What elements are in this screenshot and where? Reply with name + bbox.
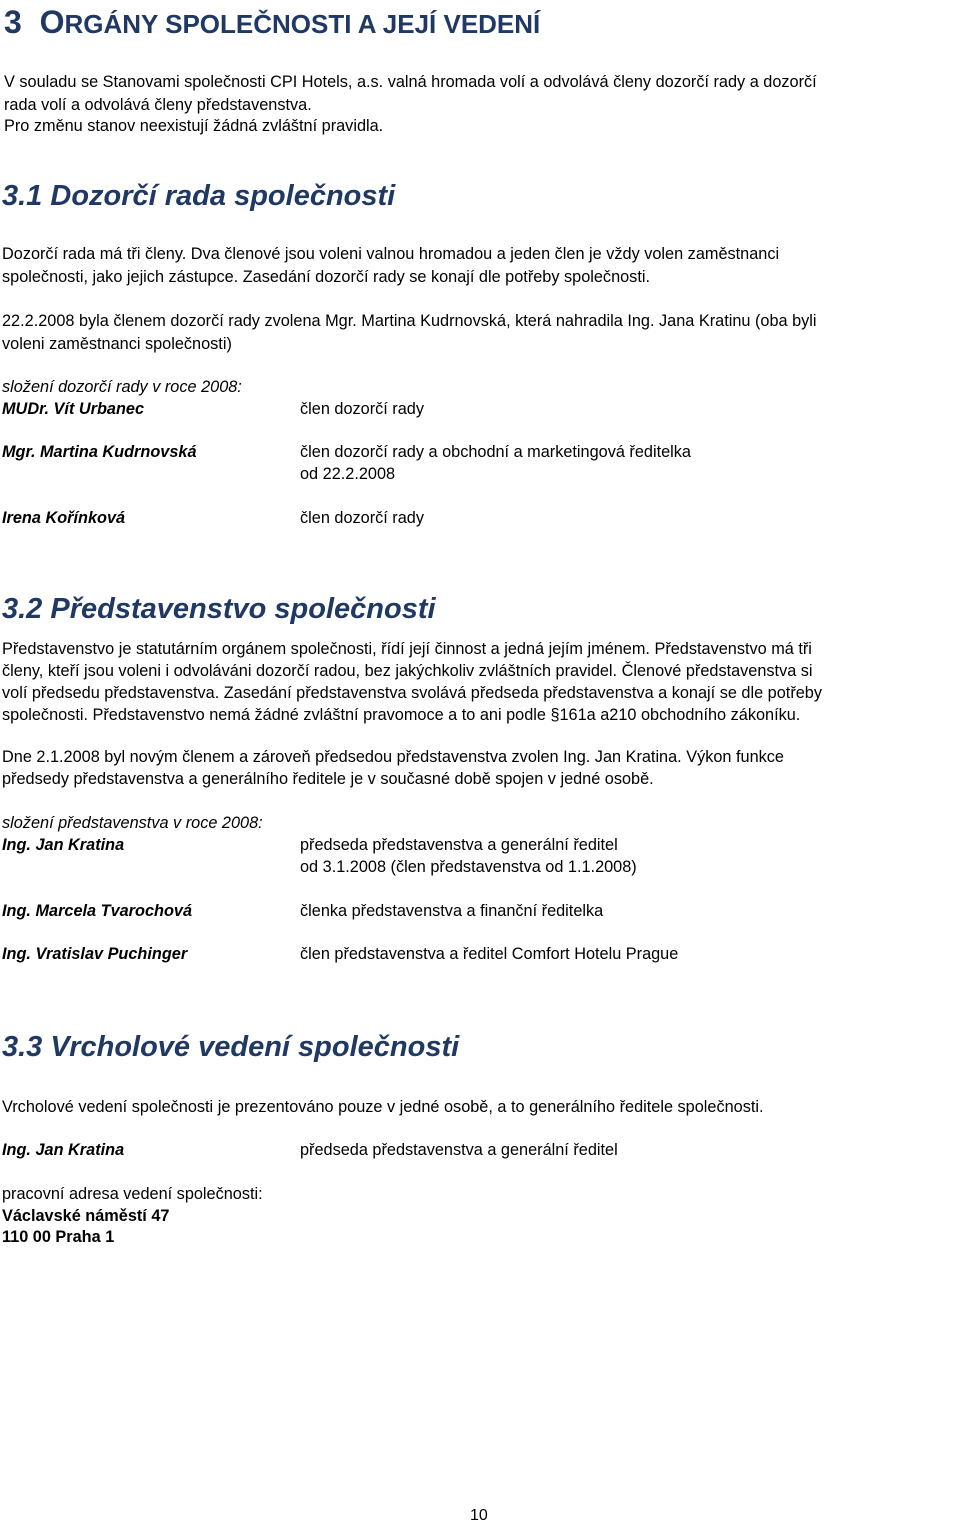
section-3-2-para2-line: Dne 2.1.2008 byl novým členem a zároveň předsedou představenstva zvolen Ing. Jan Kratina. Výkon funkce xyxy=(2,748,784,766)
page-number: 10 xyxy=(470,1507,488,1524)
supervisory-member-name: MUDr. Vít Urbanec xyxy=(2,400,145,418)
section-3-1-heading: 3.1 Dozorčí rada společnosti xyxy=(2,180,396,212)
supervisory-member-role: člen dozorčí rady a obchodní a marketingová ředitelka xyxy=(300,443,691,461)
intro-line-2: rada volí a odvolává členy představenstva. xyxy=(4,96,312,114)
section-3-1-para1-line1: Dozorčí rada má tři členy. Dva členové jsou voleni valnou hromadou a jeden člen je vždy volen zaměstnanci xyxy=(2,245,780,263)
supervisory-member-role-detail: od 22.2.2008 xyxy=(300,465,396,483)
section-3-1-para2-line1: 22.2.2008 byla členem dozorčí rady zvolena Mgr. Martina Kudrnovská, která nahradila Ing. Jana Kratinu (oba byli xyxy=(2,312,817,330)
intro-line-1: V souladu se Stanovami společnosti CPI Hotels, a.s. valná hromada volí a odvolává členy dozorčí rady a dozorčí xyxy=(4,73,817,91)
supervisory-member-name: Mgr. Martina Kudrnovská xyxy=(2,443,197,461)
board-member-name: Ing. Marcela Tvarochová xyxy=(2,902,193,920)
supervisory-member-name: Irena Kořínková xyxy=(2,509,126,527)
section-3-2-para2-line: předsedy představenstva a generálního ředitele je v současné době spojen v jedné osobě. xyxy=(2,770,654,788)
board-member-role-detail: od 3.1.2008 (člen představenstva od 1.1.2008) xyxy=(300,858,637,876)
intro-line-3: Pro změnu stanov neexistují žádná zvláštní pravidla. xyxy=(4,117,384,135)
chapter-heading xyxy=(4,4,540,41)
supervisory-member-role: člen dozorčí rady xyxy=(300,400,424,418)
chapter-title-first: O xyxy=(39,4,65,40)
board-member-role: člen představenstva a ředitel Comfort Hotelu Prague xyxy=(300,945,679,963)
board-member-role: členka představenstva a finanční ředitelka xyxy=(300,902,604,920)
address-line-2: 110 00 Praha 1 xyxy=(2,1228,115,1246)
chapter-title-rest: RGÁNY SPOLEČNOSTI A JEJÍ VEDENÍ xyxy=(64,9,541,39)
section-3-3-para: Vrcholové vedení společnosti je prezentováno pouze v jedné osobě, a to generálního ředitele společnosti. xyxy=(2,1098,764,1116)
section-3-3-heading: 3.3 Vrcholové vedení společnosti xyxy=(2,1031,460,1063)
executive-name: Ing. Jan Kratina xyxy=(2,1141,125,1159)
address-line-1: Václavské náměstí 47 xyxy=(2,1207,170,1225)
executive-role: předseda představenstva a generální ředitel xyxy=(300,1141,618,1159)
section-3-2-heading: 3.2 Představenstvo společnosti xyxy=(2,593,436,625)
section-3-2-para1-line: volí předsedu představenstva. Zasedání představenstva svolává předseda představenstva a konají se dle potřeby xyxy=(2,684,822,702)
section-3-2-para1-line: společnosti. Představenstvo nemá žádné zvláštní pravomoce a to ani podle §161a a210 obchodního zákoníku. xyxy=(2,706,801,724)
section-3-1-para2-line2: voleni zaměstnanci společnosti) xyxy=(2,335,232,353)
address-label: pracovní adresa vedení společnosti: xyxy=(2,1185,263,1203)
supervisory-member-role: člen dozorčí rady xyxy=(300,509,424,527)
supervisory-board-composition-label: složení dozorčí rady v roce 2008: xyxy=(2,378,242,396)
board-composition-label: složení představenstva v roce 2008: xyxy=(2,814,263,832)
section-3-2-para1-line: členy, kteří jsou voleni i odvoláváni dozorčí radou, bez jakýchkoliv zvláštních pravidel. Členové představenstva si xyxy=(2,662,813,680)
board-member-role: předseda představenstva a generální ředitel xyxy=(300,836,618,854)
section-3-2-para1-line: Představenstvo je statutárním orgánem společnosti, řídí její činnost a jedná jejím jménem. Představenstvo má tři xyxy=(2,640,812,658)
board-member-name: Ing. Jan Kratina xyxy=(2,836,125,854)
chapter-number: 3 xyxy=(4,4,22,40)
section-3-1-para1-line2: společnosti, jako jejich zástupce. Zasedání dozorčí rady se konají dle potřeby společnosti. xyxy=(2,268,650,286)
board-member-name: Ing. Vratislav Puchinger xyxy=(2,945,188,963)
